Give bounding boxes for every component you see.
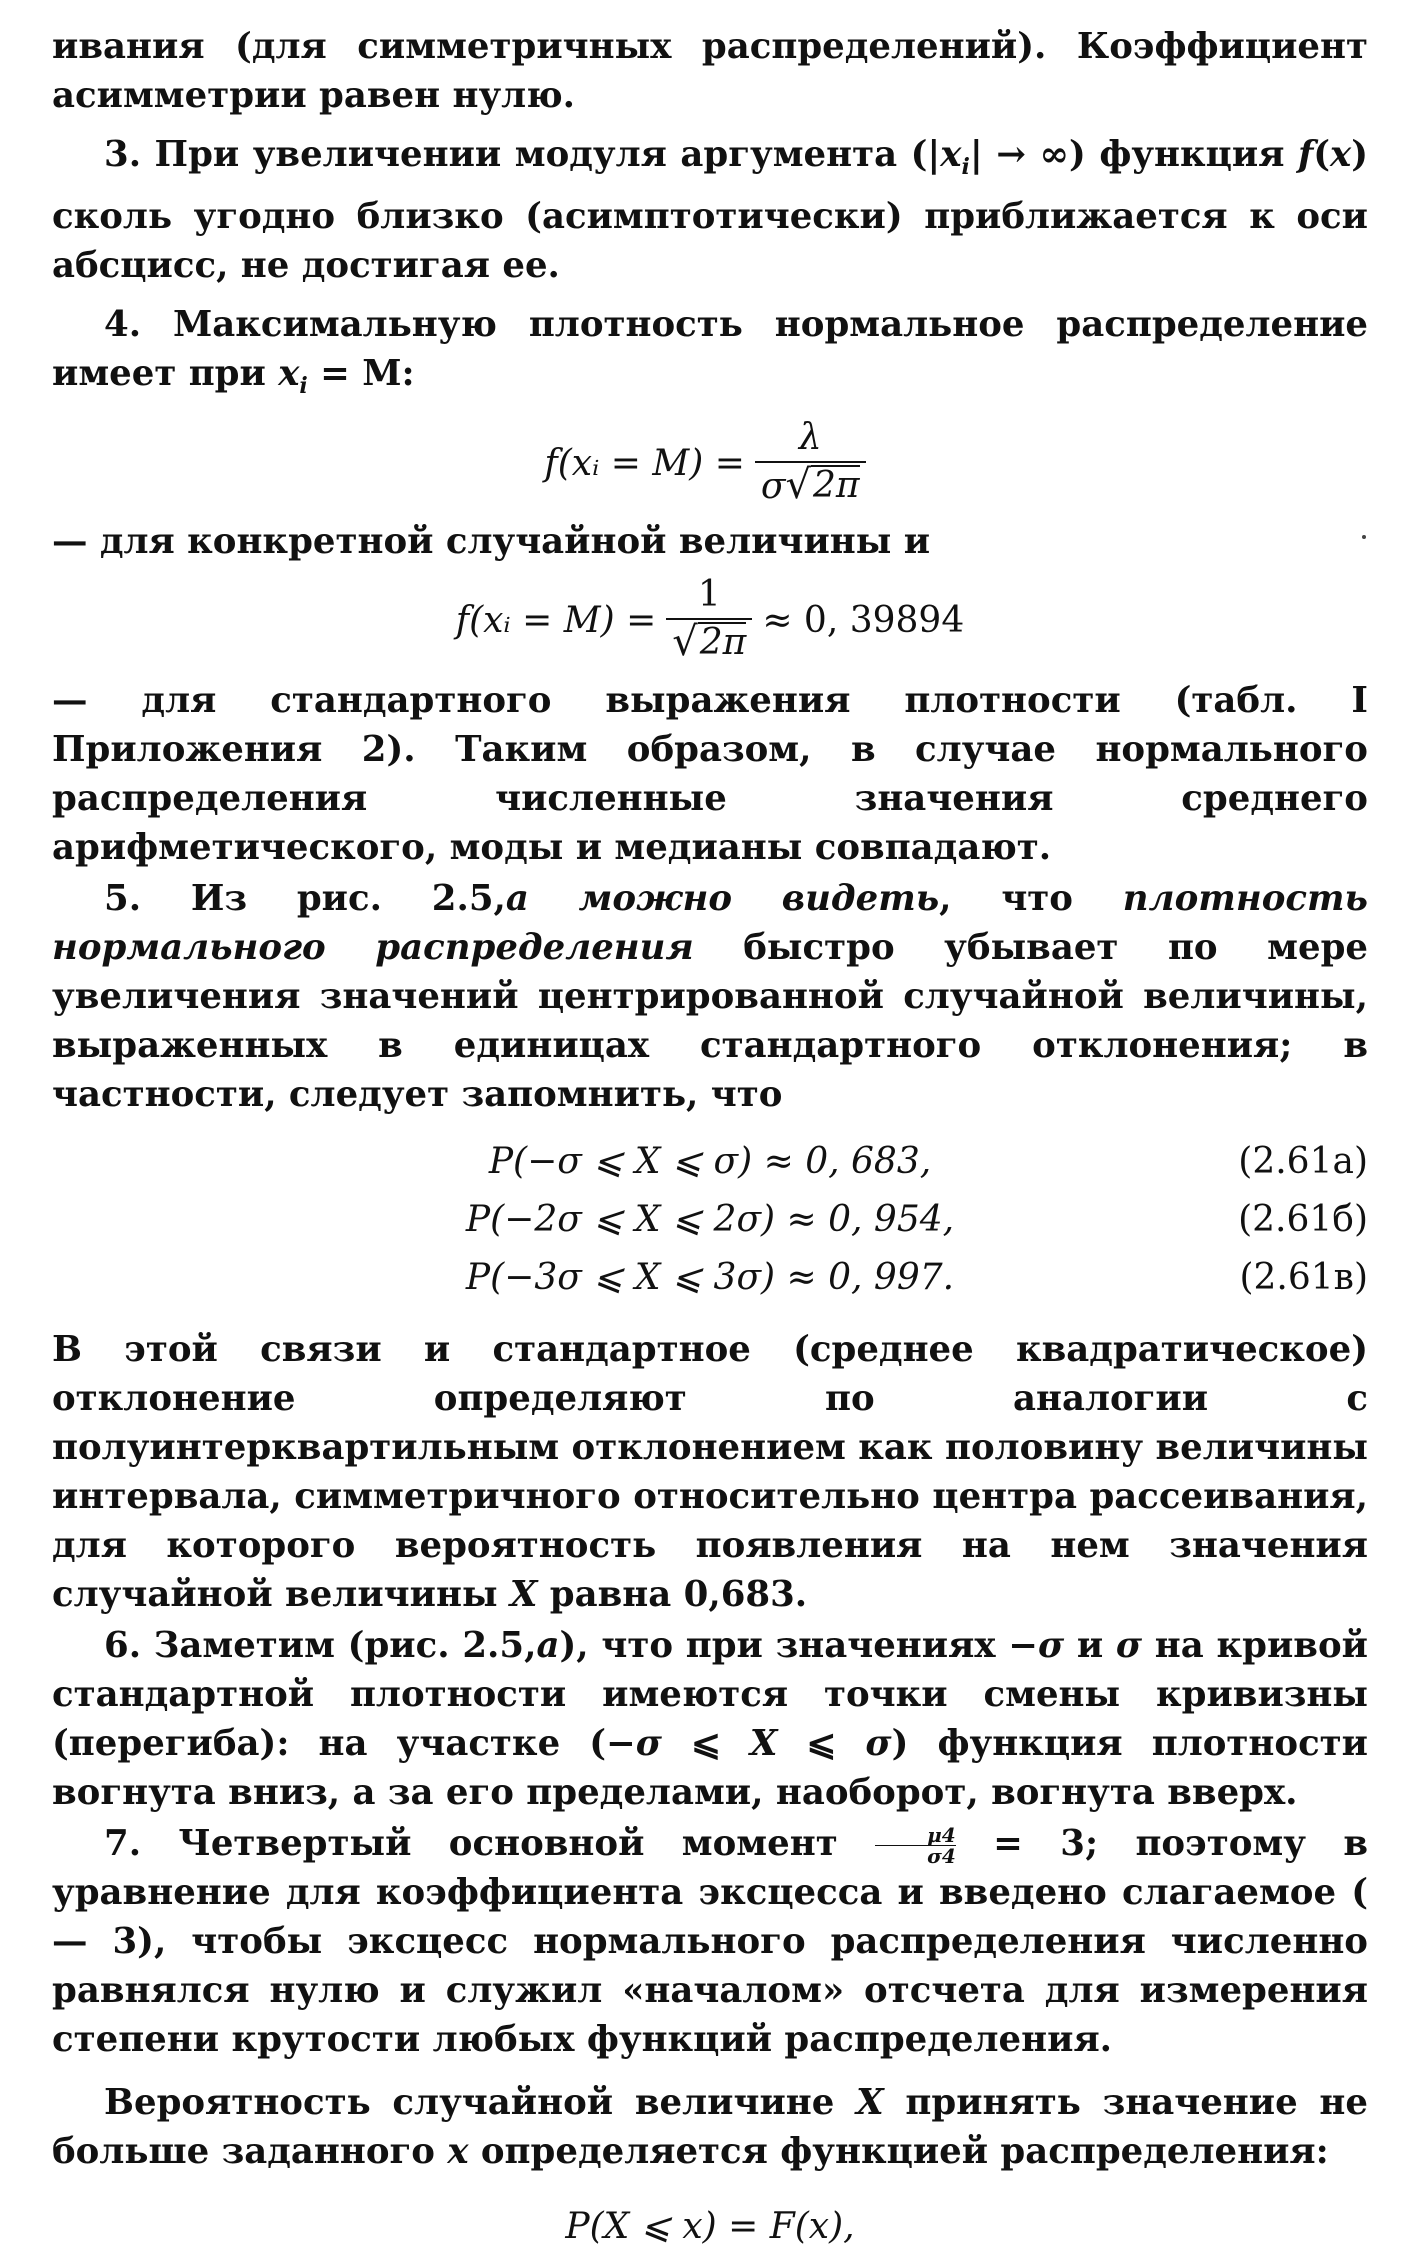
numerator: 1 (697, 574, 721, 616)
moment-fraction: $\frac{\mu 4}{\sigma 4}$ (875, 1825, 956, 1866)
equation-block-2-61 (52, 1133, 1368, 1307)
text-after-formula-2: — для стандартного выражения плотности (табл. I Приложения 2). Таким образом, в случае нормального распределения численные значения среднего арифметического, моды и медианы совпадают. (52, 680, 1368, 869)
equation-body: P(−σ ⩽ X ⩽ σ) ≈ 0, 683, (488, 1141, 932, 1183)
sqrt: √ 2π (672, 619, 747, 666)
formula-rhs: ≈ 0, 39894 (762, 599, 965, 641)
formula-max-density-specific (52, 415, 1368, 511)
equation-body: P(−3σ ⩽ X ⩽ 3σ) ≈ 0, 997. (465, 1257, 955, 1299)
equation-number: (2.61а) (1238, 1141, 1368, 1183)
fraction (755, 415, 866, 511)
denominator (755, 461, 866, 511)
paragraph-5: 5. Из рис. 2.5,а можно видеть, что плотность нормального распределения быстро убывает по мере увеличения значений центрированной случайной величины, выраженных в единицах стандартного отклонения; в частности, следует запомнить, что (52, 878, 1368, 1116)
sqrt: √ 2π (785, 462, 860, 509)
paragraph-6: 6. Заметим (рис. 2.5,а), что при значениях −σ и σ на кривой стандартной плотности имеются точки смены кривизны (перегиба): на участке (−σ ⩽ X ⩽ σ) функция плотности вогнута вниз, а за его пределами, наоборот, вогнута вверх. (52, 1625, 1369, 1814)
numerator: λ (798, 417, 822, 459)
equation-number: (2.61в) (1239, 1257, 1368, 1299)
paragraph-8: Вероятность случайной величине X принять значение не больше заданного x определяется функцией распределения: (52, 2082, 1368, 2173)
formula-body: P(X ⩽ x) = F(x), (565, 2206, 855, 2248)
paragraph-after-equations: В этой связи и стандартное (среднее квадратическое) отклонение определяют по аналогии с полуинтерквартильным отклонением как половину величины интервала, симметричного относительно центра рассеивания, для которого вероятность появления на нем значения случайной величины X равна 0,683. (52, 1329, 1368, 1616)
equation-body: P(−2σ ⩽ X ⩽ 2σ) ≈ 0, 954, (465, 1199, 955, 1241)
denominator (666, 618, 752, 668)
formula-lhs: f(xᵢ = M) = (544, 442, 745, 484)
radicand: 2π (699, 622, 747, 664)
radicand: 2π (812, 465, 860, 507)
text-after-formula-1: — для конкретной случайной величины и (52, 521, 931, 563)
equation-2-61b (52, 1191, 1368, 1249)
equation-2-61c (52, 1249, 1368, 1307)
paragraph-continuation: ивания (для симметричных распределений). Коэффициент асимметрии равен нулю. (52, 26, 1368, 116)
formula-distribution-function (52, 2202, 1368, 2251)
fraction (666, 572, 752, 668)
formula-max-density-standard (52, 572, 1368, 668)
equation-number: (2.61б) (1238, 1199, 1368, 1241)
paragraph-4: 4. Максимальную плотность нормальное распределение имеет при $x_i = M$: (52, 304, 1368, 400)
paragraph-3: 3. При увеличении модуля аргумента ($|x_i|$ → ∞) функция f(x) сколь угодно близко (асимптотически) приближается к оси абсцисс, не достигая ее. (52, 134, 1368, 287)
paragraph-7: 7. Четвертый основной момент $\frac{\mu 4}{\sigma 4}$ = 3; поэтому в уравнение для коэффициента эксцесса и введено слагаемое ( — 3), чтобы эксцесс нормального распределения численно равнялся нулю и служил «началом» отсчета для измерения степени крутости любых функций распределения. (52, 1823, 1368, 2061)
sigma-symbol: σ (760, 466, 786, 508)
equation-2-61a (52, 1133, 1368, 1191)
formula-lhs: f(xᵢ = M) = (455, 599, 657, 641)
page-body (52, 22, 1368, 2257)
scan-speck (1362, 535, 1366, 539)
